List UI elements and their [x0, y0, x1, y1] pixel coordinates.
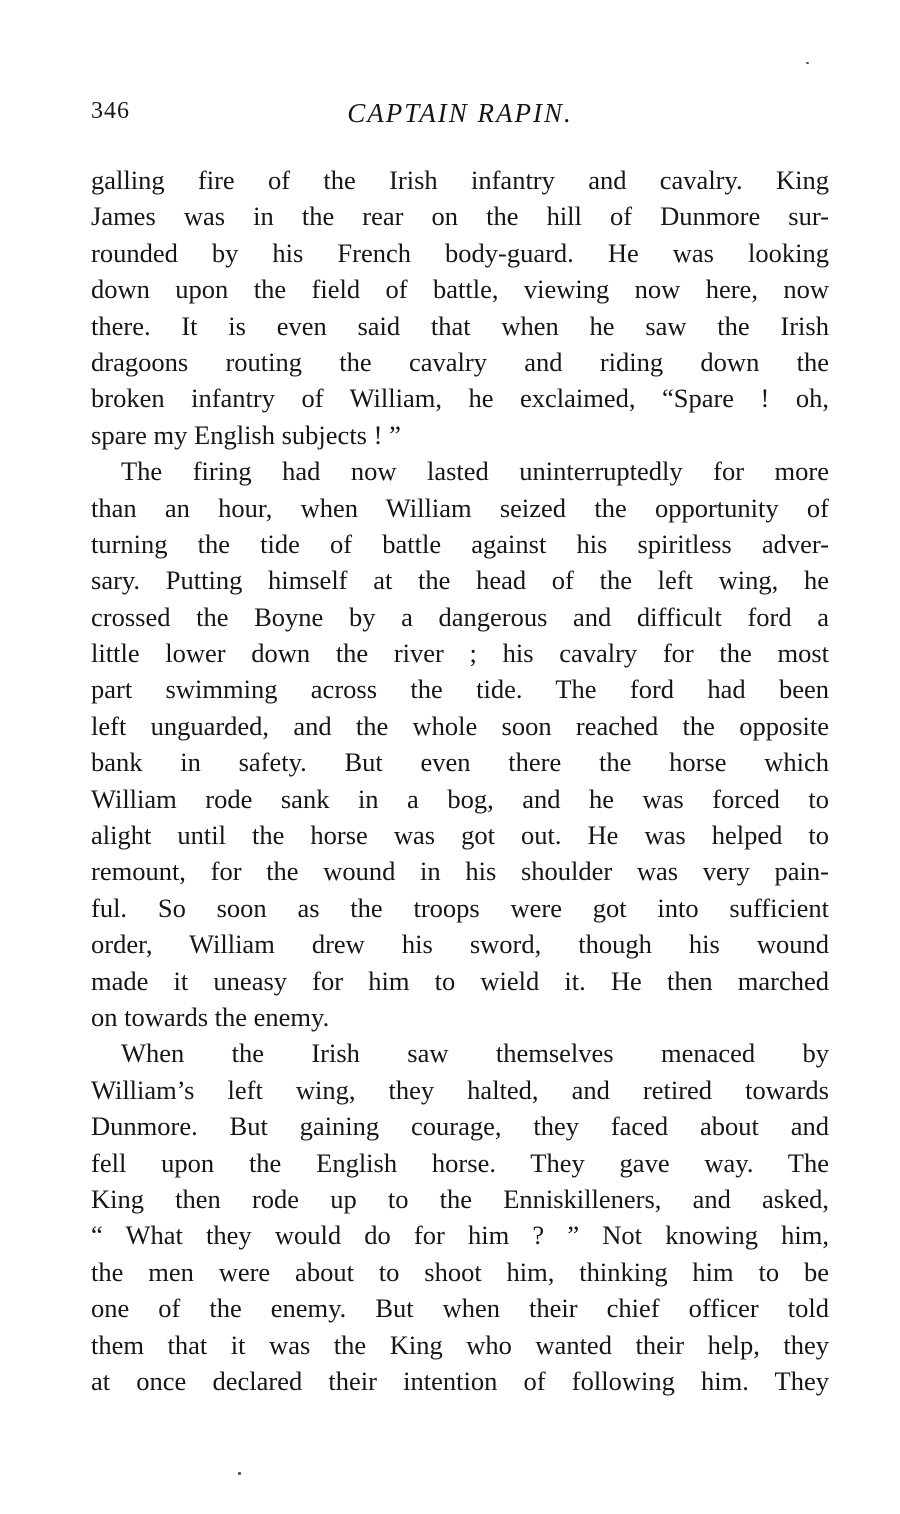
text-line: crossed the Boyne by a dangerous and difficult ford a — [91, 601, 829, 632]
text-line: King then rode up to the Enniskilleners, and asked, — [91, 1183, 829, 1214]
text-line: remount, for the wound in his shoulder was very pain- — [91, 856, 829, 887]
text-line: than an hour, when William seized the opportunity of — [91, 492, 829, 523]
paragraph — [91, 1035, 829, 1399]
text-line: turning the tide of battle against his spiritless adver- — [91, 528, 829, 559]
body-text — [91, 162, 829, 1399]
text-line: ful. So soon as the troops were got into sufficient — [91, 892, 829, 923]
text-line: them that it was the King who wanted their help, they — [91, 1329, 829, 1360]
text-line: The firing had now lasted uninterruptedly for more — [121, 456, 829, 487]
text-line: galling fire of the Irish infantry and cavalry. King — [91, 165, 829, 195]
text-line: little lower down the river ; his cavalry for the most — [91, 638, 829, 669]
ink-speck — [806, 62, 809, 64]
text-line: one of the enemy. But when their chief officer told — [91, 1293, 829, 1324]
text-line: James was in the rear on the hill of Dunmore sur- — [91, 201, 829, 232]
running-title: CAPTAIN RAPIN. — [347, 98, 573, 128]
paragraph — [91, 162, 829, 453]
text-line: spare my English subjects ! ” — [91, 419, 401, 450]
page-number: 346 — [91, 98, 130, 124]
text-line: left unguarded, and the whole soon reached the opposite — [91, 710, 829, 741]
text-line: broken infantry of William, he exclaimed, “Spare ! oh, — [91, 383, 829, 414]
text-line: order, William drew his sword, though his wound — [91, 929, 829, 960]
text-line: William’s left wing, they halted, and retired towards — [91, 1074, 829, 1105]
text-line: William rode sank in a bog, and he was forced to — [91, 783, 829, 814]
paragraph — [91, 453, 829, 1035]
text-line: dragoons routing the cavalry and riding down the — [91, 346, 829, 377]
text-line: When the Irish saw themselves menaced by — [121, 1038, 829, 1069]
ink-speck — [238, 1472, 241, 1475]
text-line: Dunmore. But gaining courage, they faced about and — [91, 1111, 829, 1142]
text-line: fell upon the English horse. They gave way. The — [91, 1147, 829, 1178]
text-line: made it uneasy for him to wield it. He then marched — [91, 965, 829, 996]
page-header — [91, 98, 829, 138]
text-line: rounded by his French body-guard. He was looking — [91, 237, 829, 268]
text-line: alight until the horse was got out. He was helped to — [91, 820, 829, 851]
text-line: there. It is even said that when he saw the Irish — [91, 310, 829, 341]
text-line: at once declared their intention of following him. They — [91, 1365, 829, 1396]
text-line: on towards the enemy. — [91, 1001, 330, 1032]
text-line: “ What they would do for him ? ” Not knowing him, — [91, 1220, 829, 1251]
text-line: sary. Putting himself at the head of the left wing, he — [91, 565, 829, 596]
text-line: part swimming across the tide. The ford had been — [91, 674, 829, 705]
text-line: the men were about to shoot him, thinking him to be — [91, 1256, 829, 1287]
text-line: down upon the field of battle, viewing now here, now — [91, 274, 829, 305]
text-line: bank in safety. But even there the horse which — [91, 747, 829, 778]
